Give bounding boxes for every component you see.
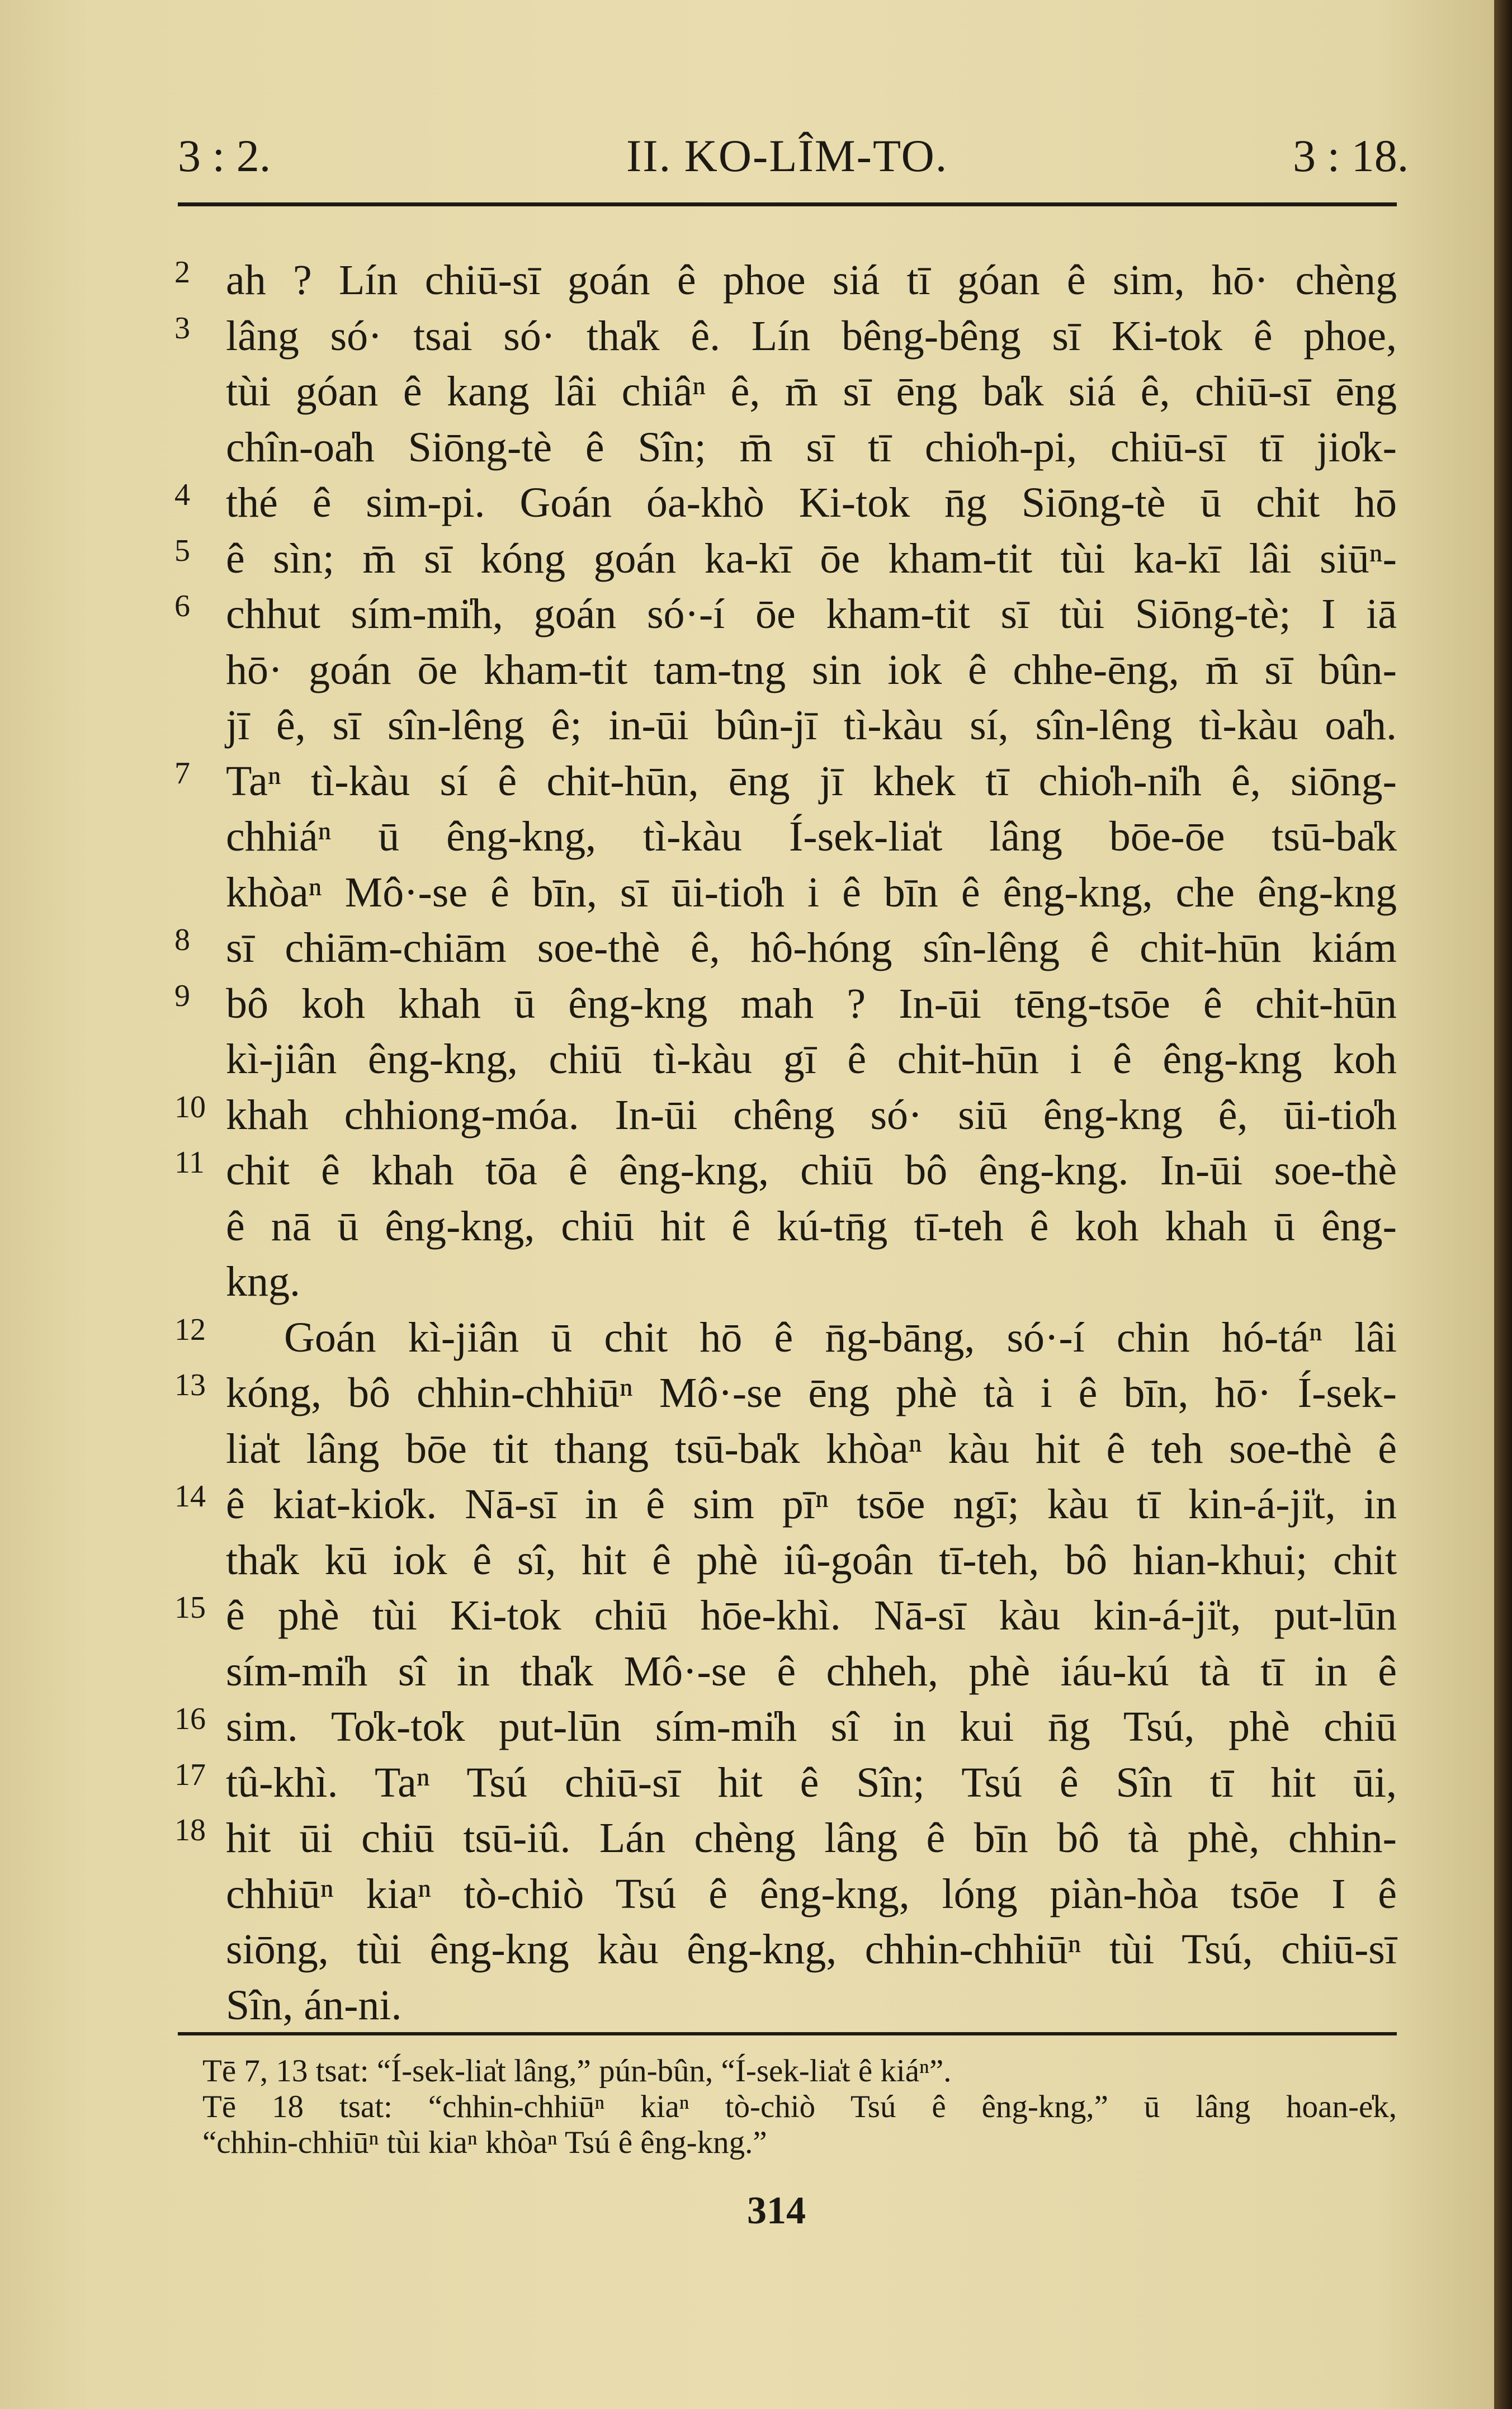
line-text: ah ? Lín chiū-sī goán ê phoe siá tī góan ê sim, hō· chèng [226,257,1397,304]
line-text: chhiūⁿ kiaⁿ tò-chiò Tsú ê êng-kng, lóng piàn-hòa tsōe I ê [226,1870,1397,1917]
line-text: jī ê, sī sîn-lêng ê; in-ūi bûn-jī tì-kàu sí, sîn-lêng tì-kàu oa̍h. [226,702,1397,749]
text-line [0,976,1494,1032]
footnote-text: Tē 18 tsat: “chhin-chhiūⁿ kiaⁿ tò-chiò Tsú ê êng-kng,” ū lâng hoan-e̍k, [202,2089,1397,2124]
footnotes [0,2053,1494,2161]
text-line [0,809,1494,865]
line-text: kóng, bô chhin-chhiūⁿ Mô·-se ēng phè tà i ê bīn, hō· Í-sek- [226,1369,1397,1416]
verse-number: 2 [174,255,190,290]
footnote-rule [178,2032,1397,2035]
verse-number: 13 [174,1368,206,1402]
line-text: ê kiat-kio̍k. Nā-sī in ê sim pīⁿ tsōe ngī; kàu tī kin-á-ji̍t, in [226,1481,1397,1528]
verse-number: 12 [174,1312,206,1347]
line-text: sī chiām-chiām soe-thè ê, hô-hóng sîn-lêng ê chit-hūn kiám [226,924,1397,971]
footnote-line [0,2125,1494,2161]
verse-number: 4 [174,478,190,512]
text-line [0,587,1494,643]
header-chapter-start: 3 : 2. [178,130,271,181]
line-text: sím-mi̍h sî in tha̍k Mô·-se ê chheh, phè iáu-kú tà tī in ê [226,1647,1397,1695]
verse-number: 10 [174,1089,206,1125]
line-text: chhut sím-mi̍h, goán só·-í ōe kham-tit sī tùi Siōng-tè; I iā [226,591,1397,637]
header-chapter-end: 3 : 18. [1293,130,1409,181]
line-text: tû-khì. Taⁿ Tsú chiū-sī hit ê Sîn; Tsú ê Sîn tī hit ūi, [226,1759,1397,1806]
text-line [0,643,1494,698]
line-text: ê sìn; m̄ sī kóng goán ka-kī ōe kham-tit tùi ka-kī lâi siūⁿ- [226,535,1397,582]
scripture-text [0,253,1494,2033]
line-text: kng. [226,1258,300,1305]
header-book-title: II. KO-LÎM-TO. [626,130,948,181]
page-edge-shadow [1494,0,1512,2409]
line-text: tha̍k kū iok ê sî, hit ê phè iû-goân tī-teh, bô hian-khui; chit [226,1536,1397,1584]
verse-number: 17 [174,1757,206,1792]
verse-number: 14 [174,1479,206,1514]
text-line [0,1978,1494,2034]
text-line [0,1143,1494,1199]
line-text: lia̍t lâng bōe tit thang tsū-ba̍k khòaⁿ kàu hit ê teh soe-thè ê [226,1425,1397,1472]
verse-number: 18 [174,1813,206,1848]
verse-number: 7 [174,755,190,791]
text-line [0,1811,1494,1867]
verse-number: 11 [174,1145,205,1180]
footnote-line [0,2089,1494,2125]
verse-number: 9 [174,978,190,1013]
page-number: 314 [747,2189,806,2232]
line-text: bô koh khah ū êng-kng mah ? In-ūi tēng-tsōe ê chit-hūn [226,980,1397,1027]
line-text: ê nā ū êng-kng, chiū hit ê kú-tn̄g tī-teh ê koh khah ū êng- [226,1202,1397,1250]
verse-number: 6 [174,589,190,623]
line-text: lâng só· tsai só· tha̍k ê. Lín bêng-bêng sī Ki-tok ê phoe, [226,312,1397,360]
line-text: khòaⁿ Mô·-se ê bīn, sī ūi-tio̍h i ê bīn ê êng-kng, che êng-kng [226,868,1397,916]
text-line [0,309,1494,365]
verse-number: 15 [174,1590,206,1625]
footnote-text: “chhin-chhiūⁿ tùi kiaⁿ khòaⁿ Tsú ê êng-kng.” [202,2125,767,2160]
line-text: Taⁿ tì-kàu sí ê chit-hūn, ēng jī khek tī chio̍h-ni̍h ê, siōng- [226,757,1397,805]
line-text: kì-jiân êng-kng, chiū tì-kàu gī ê chit-hūn i ê êng-kng koh [226,1036,1397,1083]
line-text: ê phè tùi Ki-tok chiū hōe-khì. Nā-sī kàu kin-á-ji̍t, put-lūn [226,1592,1397,1639]
line-text: sim. To̍k-to̍k put-lūn sím-mi̍h sî in kui n̄g Tsú, phè chiū [226,1703,1397,1750]
line-text: chîn-oa̍h Siōng-tè ê Sîn; m̄ sī tī chio̍h-pi, chiū-sī tī jio̍k- [226,423,1397,471]
line-text: hit ūi chiū tsū-iû. Lán chèng lâng ê bīn bô tà phè, chhin- [226,1815,1397,1862]
line-text: chhiáⁿ ū êng-kng, tì-kàu Í-sek-lia̍t lâng bōe-ōe tsū-ba̍k [226,813,1397,860]
text-line [0,1477,1494,1533]
verse-number: 3 [174,310,190,346]
footnote-text: Tē 7, 13 tsat: “Í-sek-lia̍t lâng,” pún-bûn, “Í-sek-lia̍t ê kiáⁿ”. [202,2053,952,2089]
header-rule [178,202,1397,206]
line-text: tùi góan ê kang lâi chiâⁿ ê, m̄ sī ēng ba̍k siá ê, chiū-sī ēng [226,368,1397,415]
line-text: Sîn, án-ni. [226,1981,402,2029]
footnote-line [0,2053,1494,2089]
text-line [0,1922,1494,1978]
text-line [0,1588,1494,1644]
line-text: thé ê sim-pi. Goán óa-khò Ki-tok n̄g Siōng-tè ū chit hō [226,479,1397,526]
running-header [0,130,1494,191]
verse-number: 8 [174,923,190,957]
line-text: chit ê khah tōa ê êng-kng, chiū bô êng-kng. In-ūi soe-thè [226,1147,1397,1194]
line-text: khah chhiong-móa. In-ūi chêng só· siū êng-kng ê, ūi-tio̍h [226,1091,1397,1139]
text-line [0,754,1494,810]
text-line [0,1199,1494,1255]
line-text: siōng, tùi êng-kng kàu êng-kng, chhin-chhiūⁿ tùi Tsú, chiū-sī [226,1926,1397,1973]
text-line [0,1366,1494,1421]
line-text: hō· goán ōe kham-tit tam-tng sin iok ê chhe-ēng, m̄ sī bûn- [226,646,1397,693]
verse-number: 16 [174,1702,206,1736]
text-line [0,1867,1494,1923]
line-text: Goán kì-jiân ū chit hō ê n̄g-bāng, só·-í chin hó-táⁿ lâi [284,1314,1397,1361]
verse-number: 5 [174,533,190,568]
text-line [0,364,1494,420]
